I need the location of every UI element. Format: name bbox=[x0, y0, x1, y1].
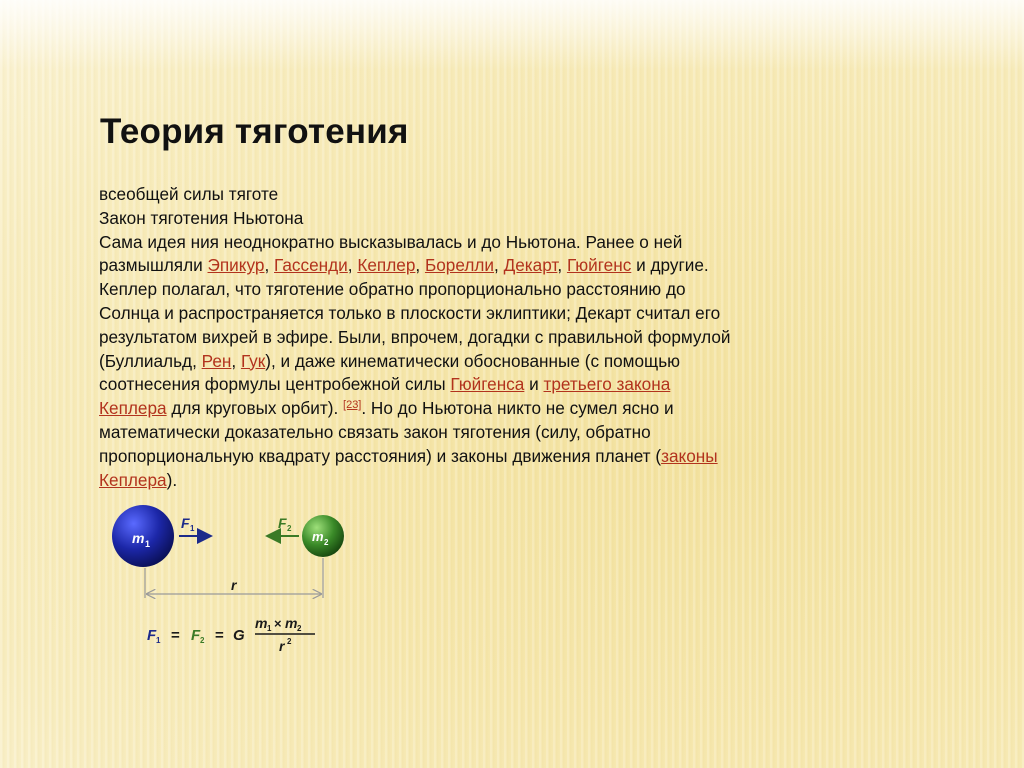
link-kepler-third-law-cont[interactable]: Кеплера bbox=[99, 398, 167, 419]
force1-label: F bbox=[181, 515, 190, 531]
formula-f1: F bbox=[147, 627, 157, 644]
link-hooke[interactable]: Гук bbox=[240, 350, 266, 371]
formula-num-m1: m bbox=[255, 615, 268, 631]
text-line: результатом вихрей в эфире. Были, впрочем, догадки с правильной формулой bbox=[99, 326, 731, 347]
formula-den-exp: 2 bbox=[287, 637, 292, 646]
formula-num-m2: m bbox=[285, 615, 298, 631]
gravity-diagram bbox=[105, 500, 365, 670]
force2-subscript: 2 bbox=[287, 524, 292, 533]
text-line: Солнца и распространяется только в плоскости эклиптики; Декарт считал его bbox=[99, 302, 721, 323]
text-line: (Буллиальд, Рен, Гук), и даже кинематически обоснованные (с помощью bbox=[99, 350, 681, 371]
formula-f2: F bbox=[191, 627, 201, 644]
text-line: Кеплер полагал, что тяготение обратно пропорционально расстоянию до bbox=[99, 279, 686, 300]
link-kepler[interactable]: Кеплер bbox=[357, 255, 416, 276]
text-line: размышляли Эпикур, Гассенди, Кеплер, Борелли, Декарт, Гюйгенс и другие. bbox=[99, 255, 709, 276]
gravity-formula bbox=[147, 615, 315, 654]
link-kepler-third-law[interactable]: третьего закона bbox=[543, 374, 671, 395]
link-descartes[interactable]: Декарт bbox=[503, 255, 558, 276]
text-line: математически доказательно связать закон тяготения (силу, обратно bbox=[99, 421, 651, 442]
distance-label: r bbox=[231, 577, 237, 593]
formula-equals-2: = bbox=[215, 627, 224, 644]
text-line: соотнесения формулы центробежной силы Гюйгенса и третьего закона bbox=[99, 374, 671, 395]
formula-f1-sub: 1 bbox=[156, 636, 161, 645]
formula-g: G bbox=[233, 627, 245, 644]
mass1-subscript: 1 bbox=[145, 539, 151, 549]
force2-label: F bbox=[278, 515, 287, 531]
text-line: всеобщей силы тяготе bbox=[99, 184, 279, 204]
formula-den-r: r bbox=[279, 638, 285, 654]
link-epicurus[interactable]: Эпикур bbox=[207, 255, 265, 276]
link-huygens-2[interactable]: Гюйгенса bbox=[450, 374, 525, 395]
text-line: Кеплера). bbox=[99, 469, 178, 490]
link-wren[interactable]: Рен bbox=[201, 350, 232, 371]
text-line: Сама идея ния неоднократно высказывалась и до Ньютона. Ранее о ней bbox=[99, 231, 683, 252]
text-line: Закон тяготения Ньютона bbox=[99, 207, 304, 228]
link-borelli[interactable]: Борелли bbox=[424, 255, 494, 276]
force1-subscript: 1 bbox=[190, 524, 195, 533]
formula-equals-1: = bbox=[171, 627, 180, 644]
link-kepler-laws-cont[interactable]: Кеплера bbox=[99, 469, 167, 490]
page-title: Теория тяготения bbox=[100, 112, 409, 151]
link-huygens[interactable]: Гюйгенс bbox=[566, 255, 632, 276]
reference-link[interactable]: [23] bbox=[343, 399, 362, 412]
formula-num-m2-sub: 2 bbox=[297, 624, 302, 633]
link-gassendi[interactable]: Гассенди bbox=[274, 255, 348, 276]
formula-times: × bbox=[274, 616, 282, 631]
text-line: пропорциональную квадрату расстояния) и законы движения планет (законы bbox=[99, 445, 718, 466]
body-text bbox=[99, 183, 839, 492]
mass2-label: m bbox=[312, 529, 324, 544]
link-kepler-laws[interactable]: законы bbox=[661, 445, 718, 466]
formula-num-m1-sub: 1 bbox=[267, 624, 272, 633]
text-line: Кеплера для круговых орбит). [23]. Но до Ньютона никто не сумел ясно и bbox=[99, 398, 674, 419]
formula-f2-sub: 2 bbox=[200, 636, 205, 645]
background-fade bbox=[0, 0, 1024, 70]
mass2-subscript: 2 bbox=[324, 538, 329, 547]
mass1-label: m bbox=[132, 530, 145, 546]
